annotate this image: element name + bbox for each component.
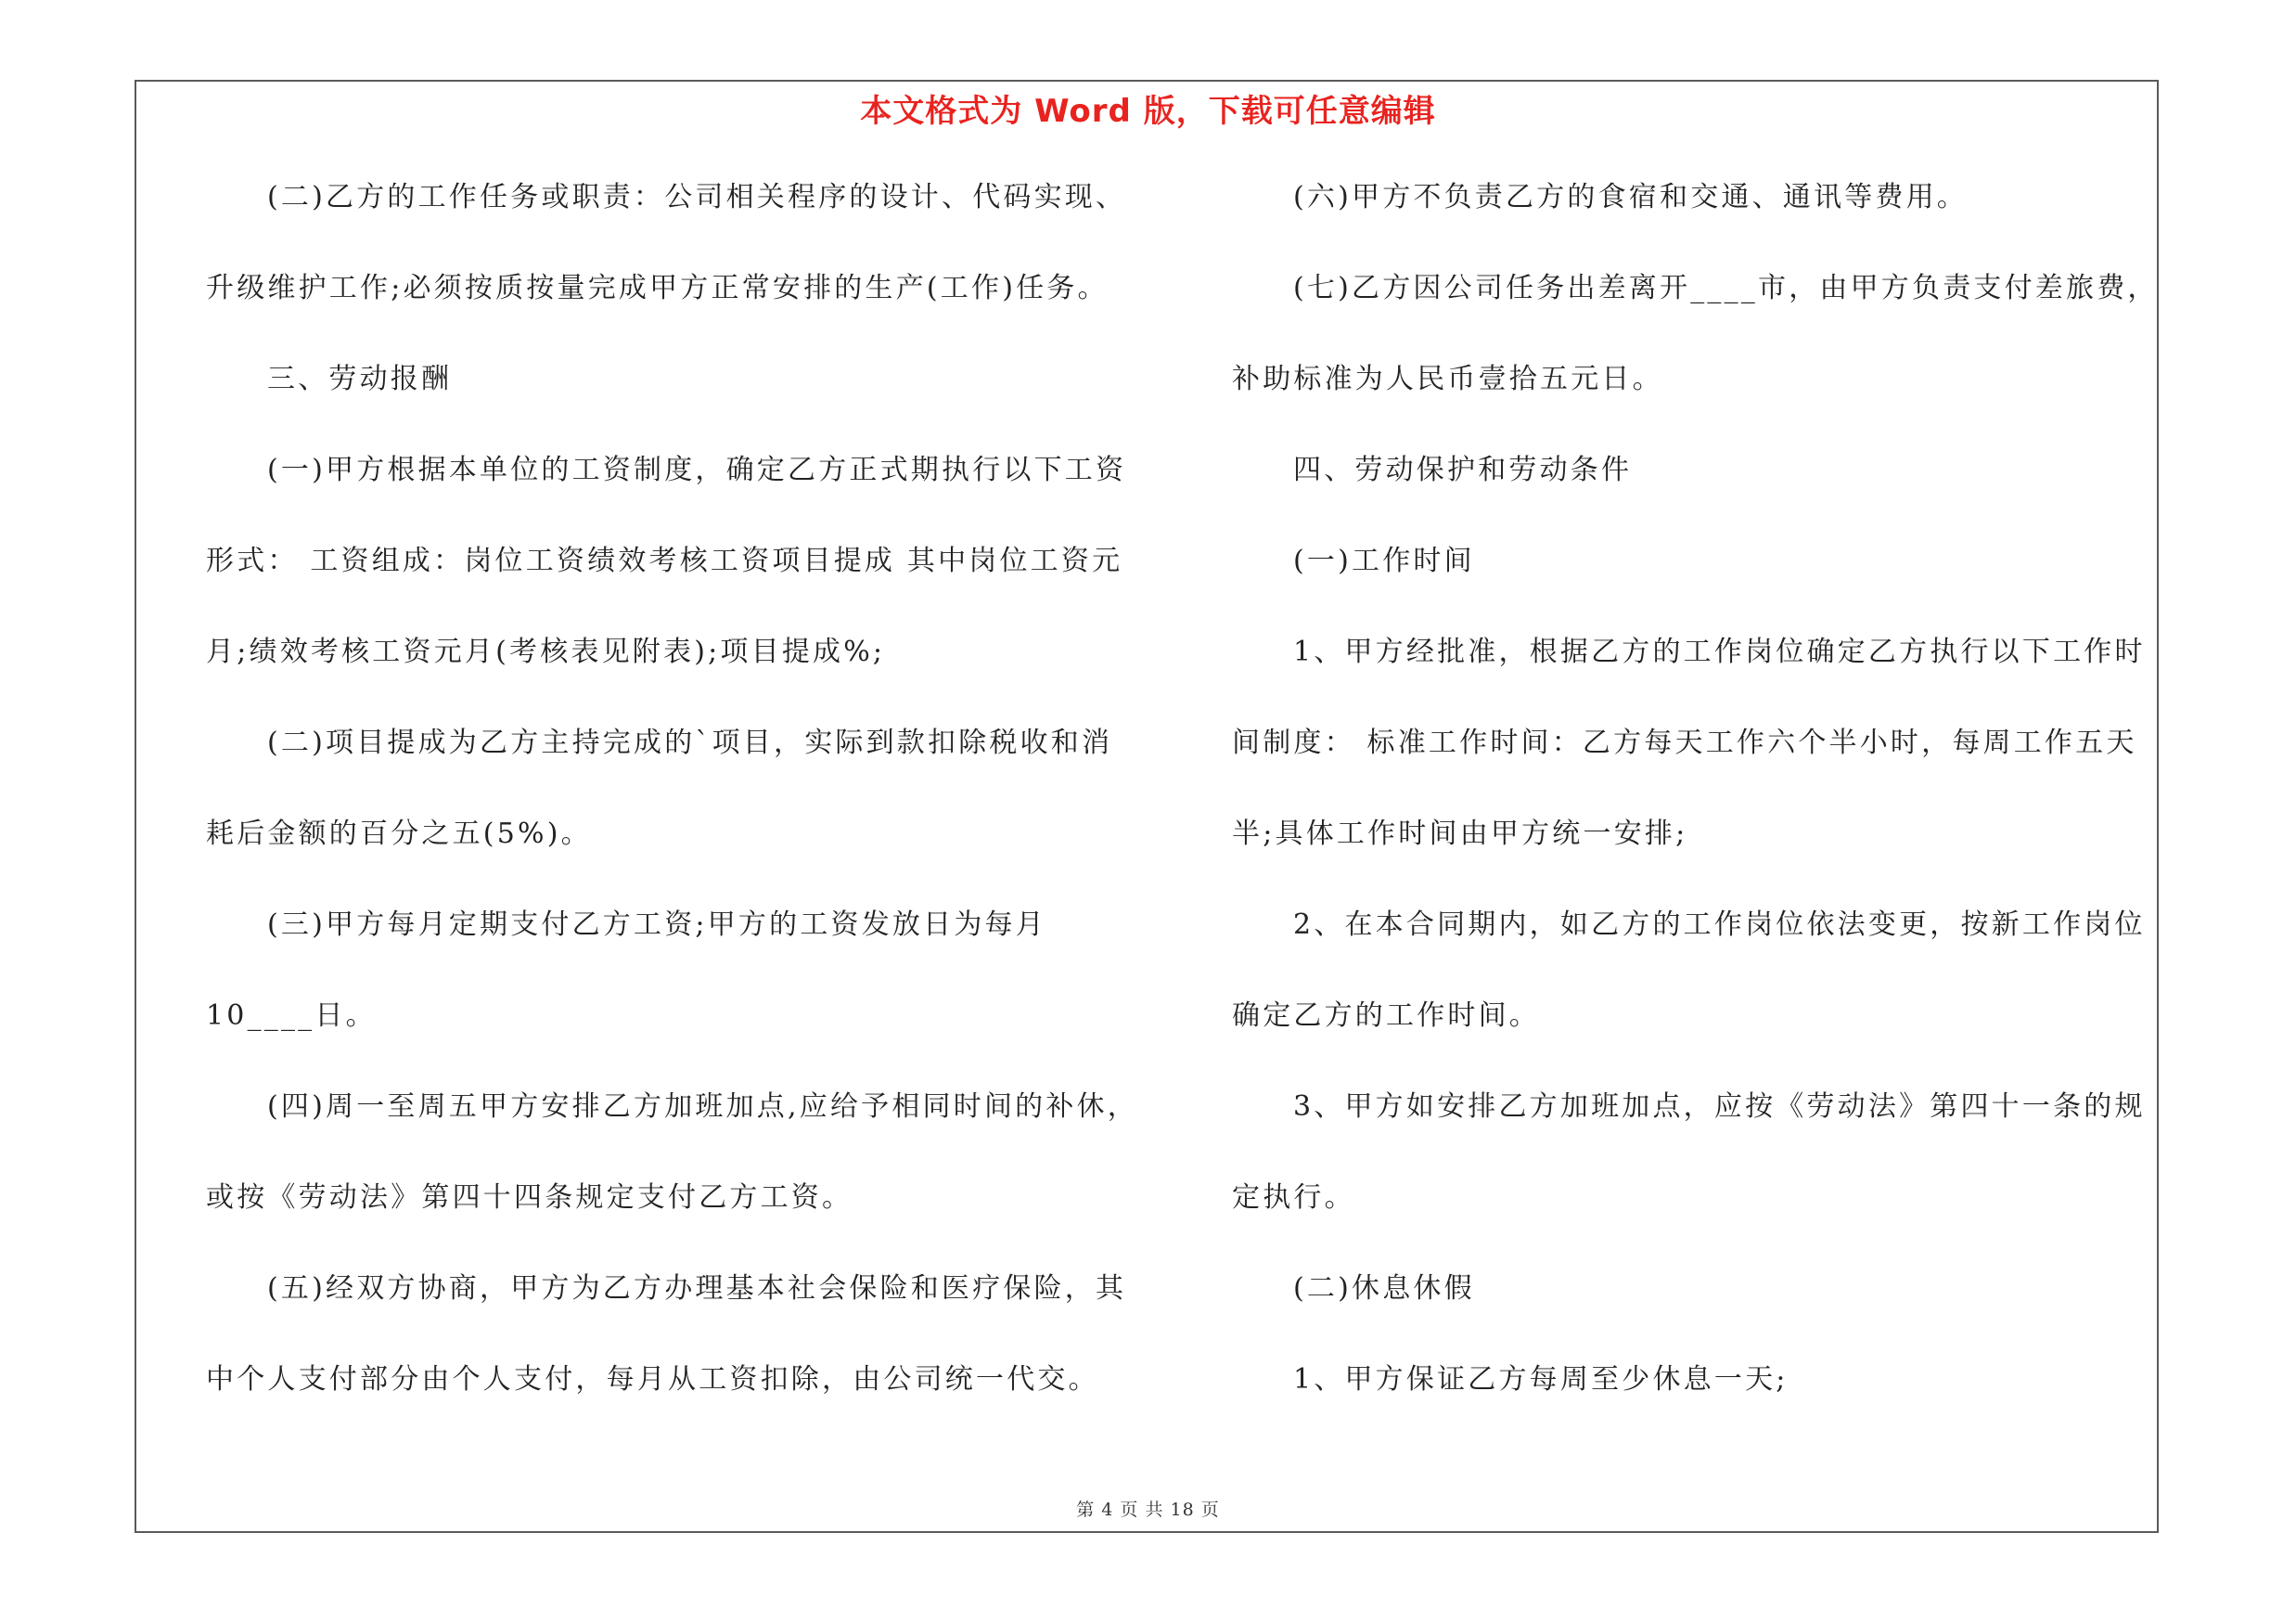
paragraph-line: (五)经双方协商，甲方为乙方办理基本社会保险和医疗保险，其 [267,1272,1127,1305]
paragraph-line: (七)乙方因公司任务出差离开____市，由甲方负责支付差旅费， [1293,272,2159,304]
paragraph-line: 1、甲方保证乙方每周至少休息一天; [1293,1363,1789,1396]
paragraph-line: 中个人支付部分由个人支付，每月从工资扣除，由公司统一代交。 [206,1363,1099,1396]
page-number: 第 4 页 共 18 页 [1076,1500,1220,1520]
paragraph-line: 2、在本合同期内，如乙方的工作岗位依法变更，按新工作岗位 [1293,908,2146,941]
paragraph-line: 确定乙方的工作时间。 [1232,999,1540,1032]
paragraph-line: (一)甲方根据本单位的工资制度，确定乙方正式期执行以下工资 [267,454,1127,486]
paragraph-line: (四)周一至周五甲方安排乙方加班加点,应给予相同时间的补休， [267,1090,1138,1123]
paragraph-line: (三)甲方每月定期支付乙方工资;甲方的工资发放日为每月 [267,908,1046,941]
paragraph-line: 三、劳动报酬 [267,363,453,395]
right-column [1232,181,2161,1457]
paragraph-line: 补助标准为人民币壹拾五元日。 [1232,363,1663,395]
paragraph-line: 1、甲方经批准，根据乙方的工作岗位确定乙方执行以下工作时 [1293,636,2146,668]
paragraph-line: (六)甲方不负责乙方的食宿和交通、通讯等费用。 [1293,181,1969,213]
paragraph-line: 耗后金额的百分之五(5%)。 [206,818,592,850]
paragraph-line: 四、劳动保护和劳动条件 [1293,454,1633,486]
paragraph-line: (二)项目提成为乙方主持完成的`项目，实际到款扣除税收和消 [267,727,1113,759]
paragraph-line: 升级维护工作;必须按质按量完成甲方正常安排的生产(工作)任务。 [206,272,1109,304]
paragraph-line: 形式： 工资组成：岗位工资绩效考核工资项目提成 其中岗位工资元 [206,545,1123,577]
paragraph-line: (二)休息休假 [1293,1272,1475,1305]
paragraph-line: 或按《劳动法》第四十四条规定支付乙方工资。 [206,1181,853,1214]
paragraph-line: (二)乙方的工作任务或职责：公司相关程序的设计、代码实现、 [267,181,1127,213]
paragraph-line: 半;具体工作时间由甲方统一安排; [1232,818,1688,850]
word-format-banner: 本文格式为 Word 版，下载可任意编辑 [860,93,1436,130]
paragraph-line: 定执行。 [1232,1181,1355,1214]
left-column [206,181,1152,1457]
paragraph-line: 10____日。 [206,999,377,1032]
paragraph-line: 间制度： 标准工作时间：乙方每天工作六个半小时，每周工作五天 [1232,727,2137,759]
paragraph-line: 月;绩效考核工资元月(考核表见附表);项目提成%; [206,636,886,668]
paragraph-line: 3、甲方如安排乙方加班加点，应按《劳动法》第四十一条的规 [1293,1090,2146,1123]
paragraph-line: (一)工作时间 [1293,545,1475,577]
